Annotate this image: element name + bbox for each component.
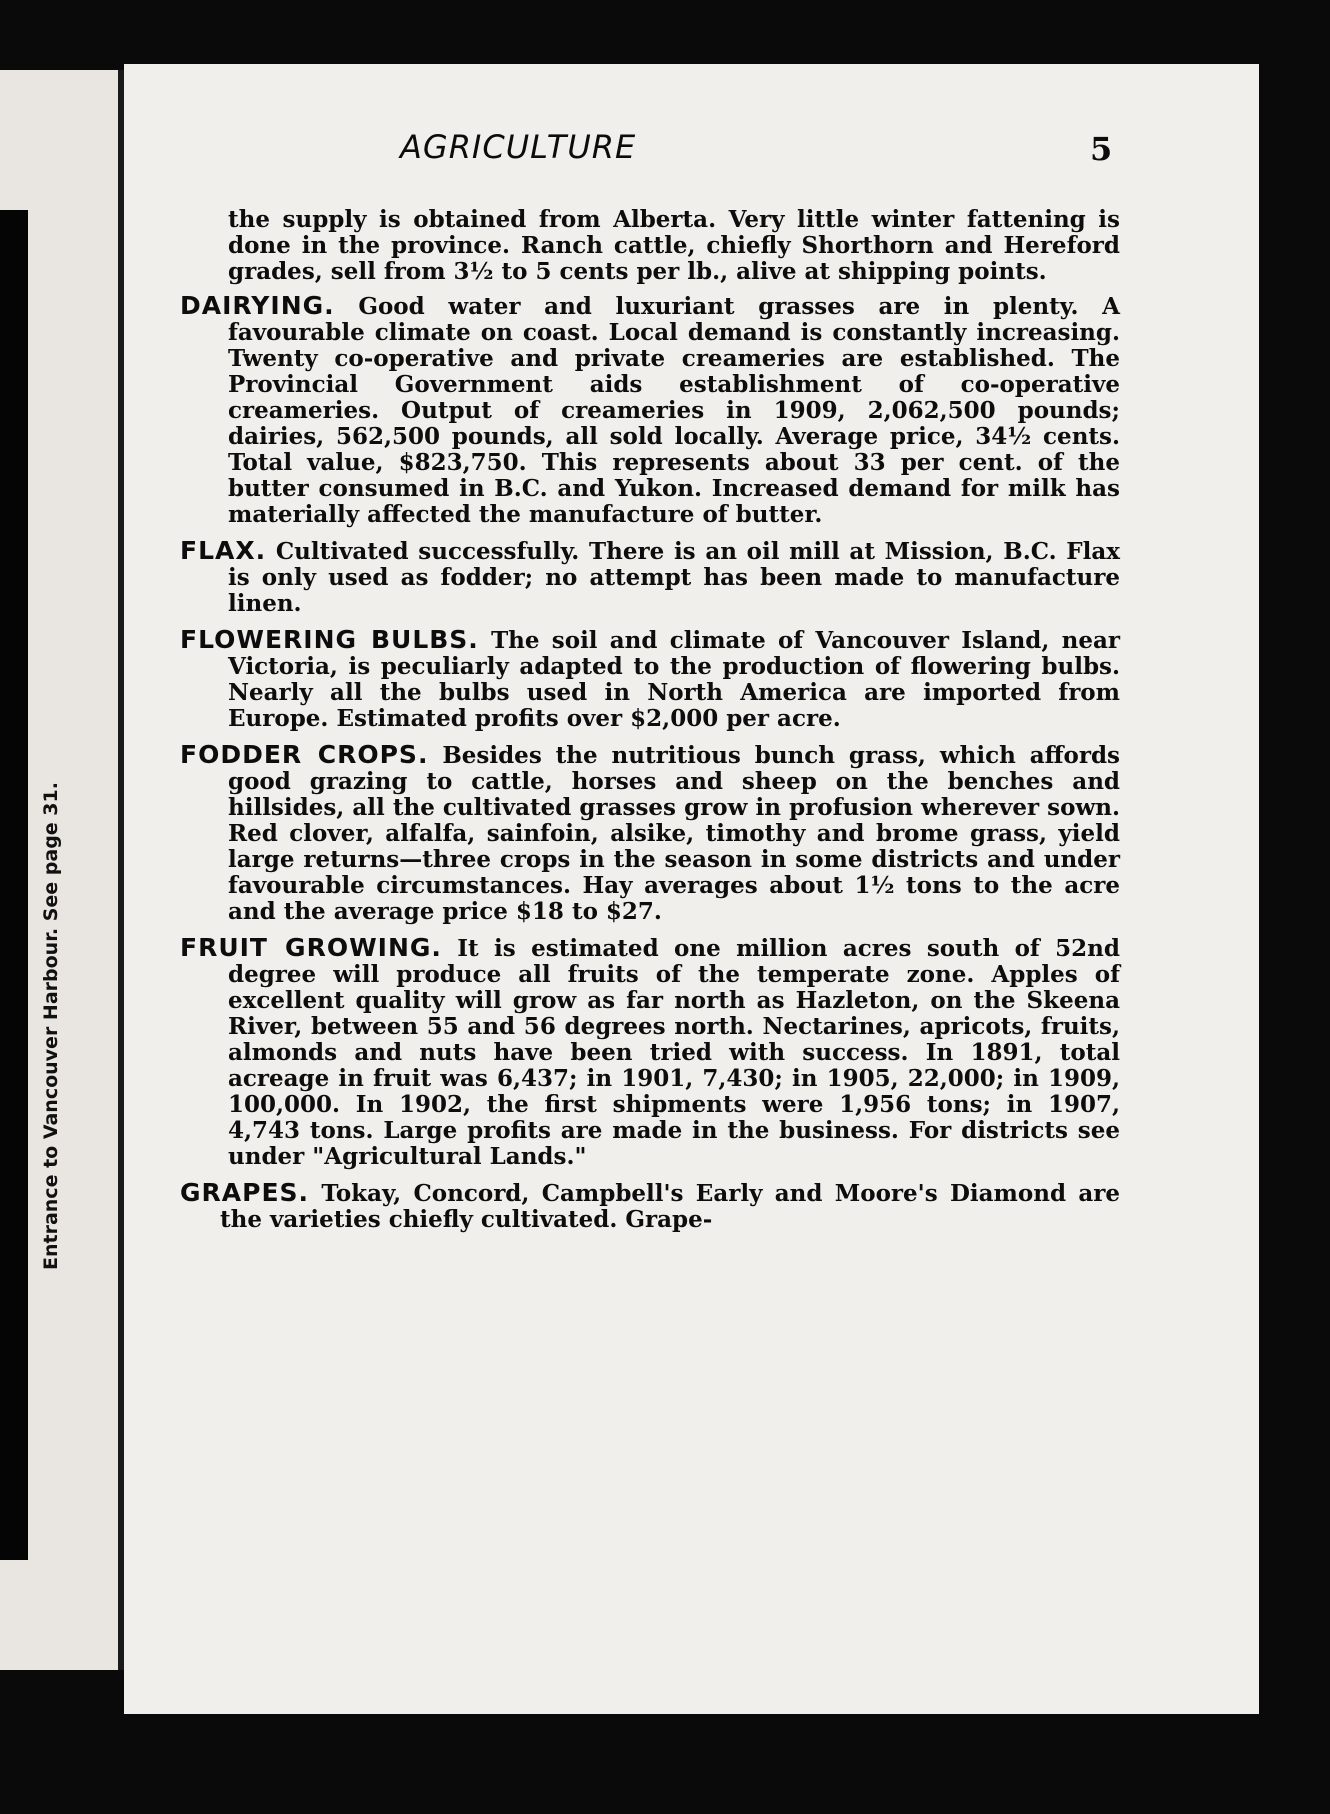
- entry-dairying: [180, 293, 1120, 528]
- continued-paragraph: the supply is obtained from Alberta. Very little winter fattening is done in the province. Ranch cattle, chiefly Shorthorn and Hereford grades, sell from 3½ to 5 cents per lb., alive at shipping points.: [228, 206, 1120, 285]
- page-body: [180, 184, 1120, 1243]
- entry-heading: FRUIT GROWING.: [180, 933, 442, 962]
- entry-fodder-crops: [180, 742, 1120, 925]
- entry-heading: GRAPES.: [180, 1178, 310, 1207]
- entry-heading: FODDER CROPS.: [180, 740, 429, 769]
- entry-heading: FLAX.: [180, 536, 267, 565]
- entry-text: Tokay, Concord, Campbell's Early and Moore's Diamond are the varieties chiefly cultivated. Grape-: [220, 1180, 1120, 1233]
- entry-text: Good water and luxuriant grasses are in plenty. A favourable climate on coast. Local demand is constantly increasing. Twenty co-operative and private creameries are established. The Provincial Government aids establishment of co-operative creameries. Output of creameries in 1909, 2,062,500 pounds; dairies, 562,500 pounds, all sold locally. Average price, 34½ cents. Total value, $823,750. This represents about 33 per cent. of the butter consumed in B.C. and Yukon. Increased demand for milk has materially affected the manufacture of butter.: [228, 293, 1120, 528]
- entry-flax: [180, 538, 1120, 617]
- page-number: 5: [1090, 130, 1113, 168]
- entry-heading: FLOWERING BULBS.: [180, 625, 479, 654]
- entry-text: It is estimated one million acres south of 52nd degree will produce all fruits of the temperate zone. Apples of excellent quality will grow as far north as Hazleton, on the Skeena River, between 55 and 56 degrees north. Nectarines, apricots, fruits, almonds and nuts have been tried with success. In 1891, total acreage in fruit was 6,437; in 1901, 7,430; in 1905, 22,000; in 1909, 100,000. In 1902, the first shipments were 1,956 tons; in 1907, 4,743 tons. Large profits are made in the business. For districts see under "Agricultural Lands.": [228, 935, 1120, 1170]
- entry-text: The soil and climate of Vancouver Island, near Victoria, is peculiarly adapted to the production of flowering bulbs. Nearly all the bulbs used in North America are imported from Europe. Estimated profits over $2,000 per acre.: [228, 627, 1120, 732]
- entry-fruit-growing: [180, 935, 1120, 1170]
- plate-caption: Entrance to Vancouver Harbour. See page 31.: [40, 782, 62, 1270]
- entry-flowering-bulbs: [180, 627, 1120, 732]
- entry-grapes: [180, 1180, 1120, 1233]
- entry-text: Besides the nutritious bunch grass, which affords good grazing to cattle, horses and sheep on the benches and hillsides, all the cultivated grasses grow in profusion wherever sown. Red clover, alfalfa, sainfoin, alsike, timothy and brome grass, yield large returns—three crops in the season in some districts and under favourable circumstances. Hay averages about 1½ tons to the acre and the average price $18 to $27.: [228, 742, 1120, 925]
- running-head: AGRICULTURE: [400, 128, 637, 166]
- entry-heading: DAIRYING.: [180, 291, 335, 320]
- facing-page-plate: [0, 210, 28, 1560]
- entry-text: Cultivated successfully. There is an oil mill at Mission, B.C. Flax is only used as fodder; no attempt has been made to manufacture linen.: [228, 538, 1120, 617]
